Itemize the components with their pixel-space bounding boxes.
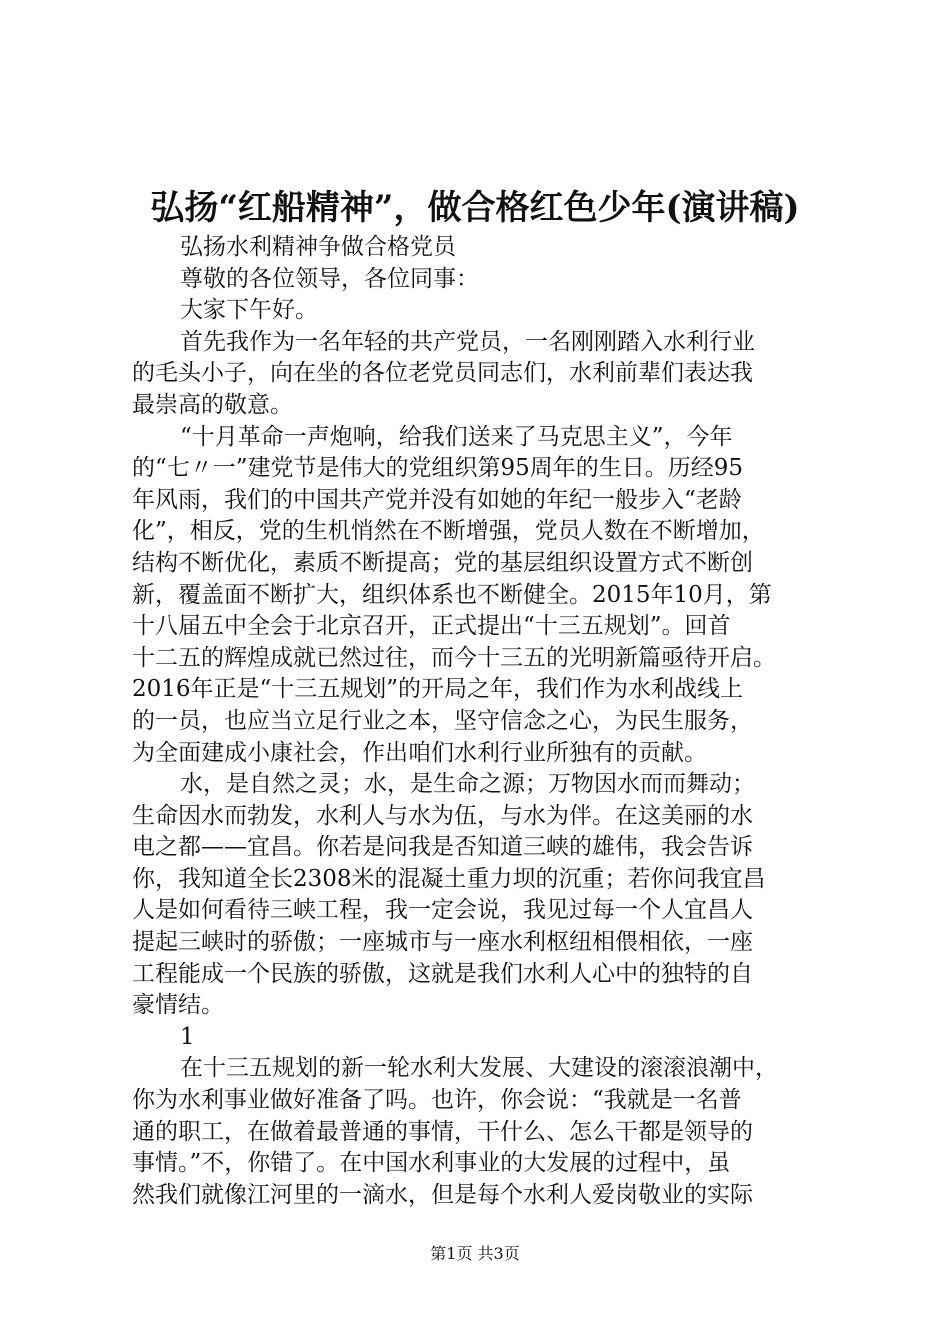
body-line: 水，是自然之灵；水，是生命之源；万物因水而而舞动； — [180, 771, 755, 798]
body-line: 结构不断优化，素质不断提高；党的基层组织设置方式不断创 — [132, 549, 753, 576]
body-line: 新，覆盖面不断扩大，组织体系也不断健全。2015年10月，第 — [132, 581, 772, 608]
document-title: 弘扬“红船精神”，做合格红色少年(演讲稿) — [150, 188, 800, 228]
body-line: 首先我作为一名年轻的共产党员，一名刚刚踏入水利行业 — [180, 328, 755, 355]
body-line: “十月革命一声炮响，给我们送来了马克思主义”，今年 — [180, 423, 733, 450]
document-body — [132, 232, 832, 1211]
body-line: 你，我知道全长2308米的混凝土重力坝的沉重；若你问我宜昌 — [132, 865, 766, 892]
body-line: 人是如何看待三峡工程，我一定会说，我见过每一个人宜昌人 — [132, 897, 753, 924]
body-line: 提起三峡时的骄傲；一座城市与一座水利枢纽相偎相依，一座 — [132, 929, 753, 956]
body-line: 化”，相反，党的生机悄然在不断增强，党员人数在不断增加， — [132, 518, 765, 545]
body-line: 十二五的辉煌成就已然过往，而今十三五的光明新篇亟待开启。 — [132, 644, 776, 671]
page-footer: 第1页 共3页 — [430, 1244, 520, 1263]
body-line: 生命因水而勃发，水利人与水为伍，与水为伴。在这美丽的水 — [132, 802, 753, 829]
body-line: 的“七〃一”建党节是伟大的党组织第95周年的生日。历经95 — [132, 455, 744, 482]
body-line: 2016年正是“十三五规划”的开局之年，我们作为水利战线上 — [132, 676, 744, 703]
body-line: 为全面建成小康社会，作出咱们水利行业所独有的贡献。 — [132, 739, 707, 766]
body-line: 豪情结。 — [132, 992, 224, 1019]
body-line: 年风雨，我们的中国共产党并没有如她的年纪一般步入“老龄 — [132, 486, 742, 513]
body-line: 然我们就像江河里的一滴水，但是每个水利人爱岗敬业的实际 — [132, 1181, 753, 1208]
body-line: 在十三五规划的新一轮水利大发展、大建设的滚滚浪潮中， — [180, 1055, 778, 1082]
body-line: 十八届五中全会于北京召开，正式提出“十三五规划”。回首 — [132, 613, 731, 640]
body-line: 事情。”不，你错了。在中国水利事业的大发展的过程中，虽 — [132, 1150, 731, 1177]
body-line: 弘扬水利精神争做合格党员 — [180, 234, 456, 260]
body-line: 最崇高的敬意。 — [132, 391, 293, 418]
body-line: 通的职工，在做着最普通的事情，干什么、怎么干都是领导的 — [132, 1118, 753, 1145]
body-line: 大家下午好。 — [180, 297, 318, 324]
body-line: 的一员，也应当立足行业之本，坚守信念之心，为民生服务， — [132, 707, 753, 734]
body-line: 你为水利事业做好准备了吗。也许，你会说：“我就是一名普 — [132, 1087, 742, 1114]
body-line: 工程能成一个民族的骄傲，这就是我们水利人心中的独特的自 — [132, 960, 753, 987]
body-line: 1 — [180, 1023, 195, 1050]
body-line: 尊敬的各位领导，各位同事： — [180, 265, 479, 292]
body-line: 的毛头小子，向在坐的各位老党员同志们，水利前辈们表达我 — [132, 360, 753, 387]
body-line: 电之都——宜昌。你若是问我是否知道三峡的雄伟，我会告诉 — [132, 834, 753, 861]
